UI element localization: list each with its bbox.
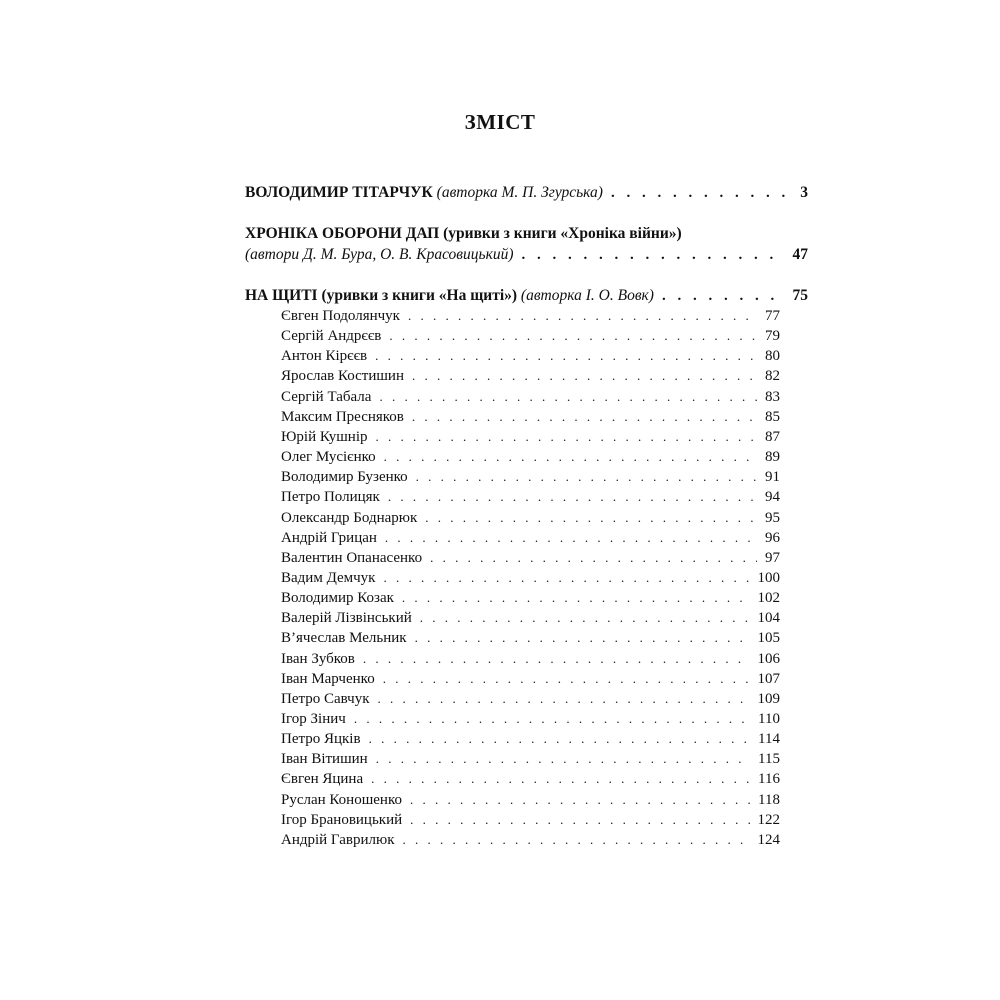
- toc-entry[interactable]: [281, 669, 780, 689]
- entry-page-number: 105: [757, 630, 780, 647]
- toc-section-khronika[interactable]: [245, 245, 808, 265]
- dot-leader: [611, 183, 792, 203]
- section-title: НА ЩИТІ (уривки з книги «На щиті»): [245, 287, 518, 304]
- dot-leader: [389, 326, 757, 346]
- entry-name: Юрій Кушнір: [281, 428, 368, 445]
- entry-page-number: 96: [765, 529, 780, 546]
- entry-page-number: 104: [757, 610, 780, 627]
- entry-name: Олександр Боднарюк: [281, 509, 418, 526]
- dot-leader: [402, 830, 749, 850]
- toc-entry[interactable]: [281, 790, 780, 810]
- entry-name: Сергій Табала: [281, 388, 372, 405]
- toc-entry[interactable]: [281, 366, 780, 386]
- dot-leader: [522, 245, 785, 265]
- dot-leader: [376, 749, 750, 769]
- dot-leader: [363, 649, 750, 669]
- entry-page-number: 82: [765, 368, 780, 385]
- entry-page-number: 87: [765, 428, 780, 445]
- dot-leader: [383, 568, 749, 588]
- dot-leader: [412, 366, 757, 386]
- page-number: 75: [792, 287, 808, 304]
- entry-name: Петро Савчук: [281, 690, 370, 707]
- dot-leader: [410, 810, 749, 830]
- toc-entry[interactable]: [281, 548, 780, 568]
- entry-name: Ігор Брановицький: [281, 811, 403, 828]
- entry-name: Володимир Бузенко: [281, 469, 408, 486]
- entry-page-number: 110: [758, 711, 780, 727]
- entry-page-number: 89: [765, 449, 780, 466]
- entry-name: Іван Зубков: [281, 650, 355, 667]
- entry-page-number: 124: [757, 831, 780, 848]
- toc-entry[interactable]: [281, 447, 780, 467]
- page-number: 47: [792, 246, 808, 263]
- dot-leader: [384, 447, 757, 467]
- entry-name: Євген Подолянчук: [281, 308, 400, 324]
- entry-name: Максим Пресняков: [281, 408, 404, 425]
- section-title: ВОЛОДИМИР ТІТАРЧУК: [245, 184, 433, 201]
- entry-name: Іван Марченко: [281, 670, 375, 687]
- entry-name: Валентин Опанасенко: [281, 549, 423, 566]
- dot-leader: [425, 508, 757, 528]
- entry-page-number: 80: [765, 348, 780, 365]
- dot-leader: [420, 608, 750, 628]
- toc-entry[interactable]: [281, 568, 780, 588]
- entry-name: Петро Яцків: [281, 731, 361, 748]
- section-author: (автори Д. М. Бура, О. В. Красовицький): [245, 246, 514, 263]
- toc-entry[interactable]: [281, 508, 780, 528]
- entry-page-number: 83: [765, 388, 780, 405]
- dot-leader: [371, 769, 750, 789]
- entry-page-number: 79: [765, 328, 780, 345]
- dot-leader: [388, 487, 757, 507]
- dot-leader: [379, 387, 757, 407]
- entry-name: В’ячеслав Мельник: [281, 630, 407, 647]
- toc-entry[interactable]: [281, 346, 780, 366]
- toc-entry[interactable]: [281, 749, 780, 769]
- toc-entry[interactable]: [281, 528, 780, 548]
- entry-page-number: 106: [757, 650, 780, 667]
- entry-name: Вадим Демчук: [281, 569, 376, 586]
- toc-entry[interactable]: [281, 427, 780, 447]
- entry-page-number: 97: [765, 549, 780, 566]
- entry-page-number: 109: [757, 690, 780, 707]
- entry-page-number: 94: [765, 489, 780, 506]
- dot-leader: [416, 467, 757, 487]
- entry-page-number: 85: [765, 408, 780, 425]
- dot-leader: [377, 689, 749, 709]
- dot-leader: [383, 669, 750, 689]
- toc-entry[interactable]: [281, 608, 780, 628]
- dot-leader: [662, 286, 785, 306]
- section-title: ХРОНІКА ОБОРОНИ ДАП (уривки з книги «Хроніка війни»): [245, 225, 682, 242]
- dot-leader: [412, 407, 757, 427]
- toc-entry[interactable]: [281, 487, 780, 507]
- toc-entry[interactable]: [281, 709, 780, 729]
- toc-entry[interactable]: [281, 729, 780, 749]
- entry-name: Олег Мусієнко: [281, 449, 376, 466]
- toc-section-na-shchyti[interactable]: [245, 286, 808, 306]
- toc-entry[interactable]: [281, 467, 780, 487]
- entry-name: Андрій Гаврилюк: [281, 831, 395, 848]
- dot-leader: [369, 729, 750, 749]
- toc-entry[interactable]: [281, 628, 780, 648]
- entry-name: Валерій Лізвінський: [281, 610, 412, 627]
- entry-name: Сергій Андрєєв: [281, 328, 382, 345]
- section-author: (авторка М. П. Згурська): [436, 184, 603, 201]
- section-author: (авторка І. О. Вовк): [520, 287, 654, 304]
- dot-leader: [430, 548, 757, 568]
- toc-section-title-line[interactable]: [245, 224, 808, 244]
- toc-entry[interactable]: [281, 649, 780, 669]
- entry-name: Ігор Зінич: [281, 711, 346, 727]
- dot-leader: [402, 588, 750, 608]
- dot-leader: [385, 528, 757, 548]
- page-number: 3: [800, 184, 808, 201]
- entry-page-number: 91: [765, 469, 780, 486]
- entry-name: Петро Полицяк: [281, 489, 380, 506]
- toc-entry[interactable]: [281, 769, 780, 789]
- entry-name: Іван Вітишин: [281, 751, 368, 768]
- entry-page-number: 115: [758, 751, 780, 768]
- page-title: ЗМІСТ: [464, 110, 536, 134]
- entry-page-number: 100: [757, 569, 780, 586]
- entry-page-number: 95: [765, 509, 780, 526]
- entry-page-number: 114: [758, 731, 780, 748]
- entry-name: Андрій Грицан: [281, 529, 377, 546]
- toc-entry[interactable]: [281, 689, 780, 709]
- entry-page-number: 107: [757, 670, 780, 687]
- entry-page-number: 102: [757, 590, 780, 607]
- dot-leader: [375, 346, 757, 366]
- dot-leader: [408, 306, 757, 326]
- dot-leader: [410, 790, 750, 810]
- toc-entry[interactable]: [281, 810, 780, 830]
- dot-leader: [415, 628, 750, 648]
- entry-page-number: 118: [758, 791, 780, 808]
- toc-entry[interactable]: [281, 326, 780, 346]
- toc-entry[interactable]: [281, 387, 780, 407]
- toc-entry[interactable]: [281, 306, 780, 326]
- toc-section-titarchuk[interactable]: [245, 183, 808, 203]
- toc-entry[interactable]: [281, 588, 780, 608]
- dot-leader: [354, 709, 750, 729]
- entry-name: Євген Яцина: [281, 771, 364, 788]
- toc-entry[interactable]: [281, 830, 780, 850]
- dot-leader: [375, 427, 757, 447]
- entry-page-number: 122: [757, 811, 780, 828]
- entry-page-number: 77: [765, 308, 780, 324]
- entry-name: Антон Кірєєв: [281, 348, 368, 365]
- entry-name: Володимир Козак: [281, 590, 394, 607]
- entry-name: Руслан Коношенко: [281, 791, 402, 808]
- entry-name: Ярослав Костишин: [281, 368, 404, 385]
- entry-page-number: 116: [758, 771, 780, 788]
- toc-entry[interactable]: [281, 407, 780, 427]
